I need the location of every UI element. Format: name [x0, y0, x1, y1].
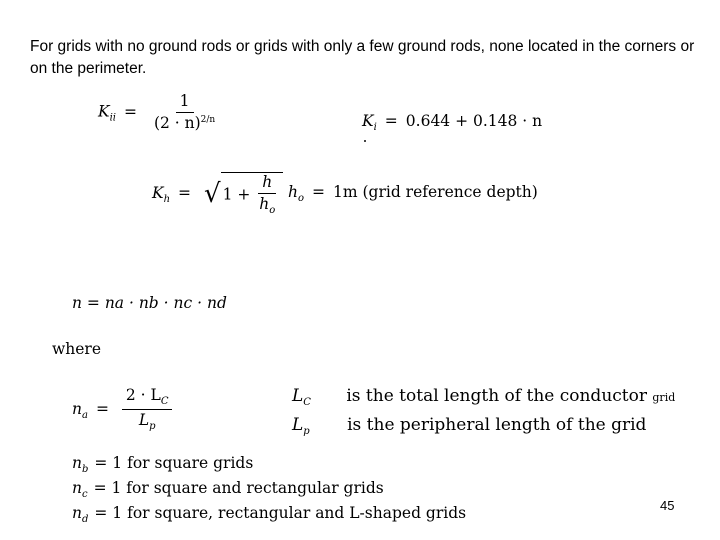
stray-dot	[364, 140, 366, 142]
n-formula: n = na · nb · nc · nd	[72, 294, 227, 312]
sqrt-sign: √	[203, 178, 221, 209]
grid-note: grid	[652, 391, 676, 404]
lp-definition: $L_p$ is the peripheral length of the grid	[292, 415, 647, 437]
kh-formula: $K_h$ = √ 1 + $\frac{h}{h_o}$	[152, 172, 283, 216]
kii-numerator: 1	[176, 94, 194, 113]
lc-definition: $L_C$ is the total length of the conductor grid	[292, 386, 676, 408]
page-number: 45	[660, 498, 675, 513]
intro-text: For grids with no ground rods or grids with only a few ground rods, none located in the corners or on the perimeter.	[30, 38, 695, 77]
na-formula: $n_a$ = $\frac{2 \cdot L_C}{L_p}$	[72, 388, 172, 432]
nd-line: $n_d = 1$ for square, rectangular and L-shaped grids	[72, 504, 467, 525]
nb-line: $n_b = 1$ for square grids	[72, 454, 254, 475]
kii-formula: $K_{ii}$ = $\frac{1}{(2 \cdot n)^{2/n}}$	[98, 92, 216, 132]
ho-formula: $h_o = 1m$ (grid reference depth)	[288, 183, 538, 204]
where-label: where	[52, 340, 102, 358]
ki-formula: $K_i = 0.644 + 0.148 \cdot n$	[362, 112, 543, 133]
nc-line: $n_c = 1$ for square and rectangular grids	[72, 479, 384, 500]
